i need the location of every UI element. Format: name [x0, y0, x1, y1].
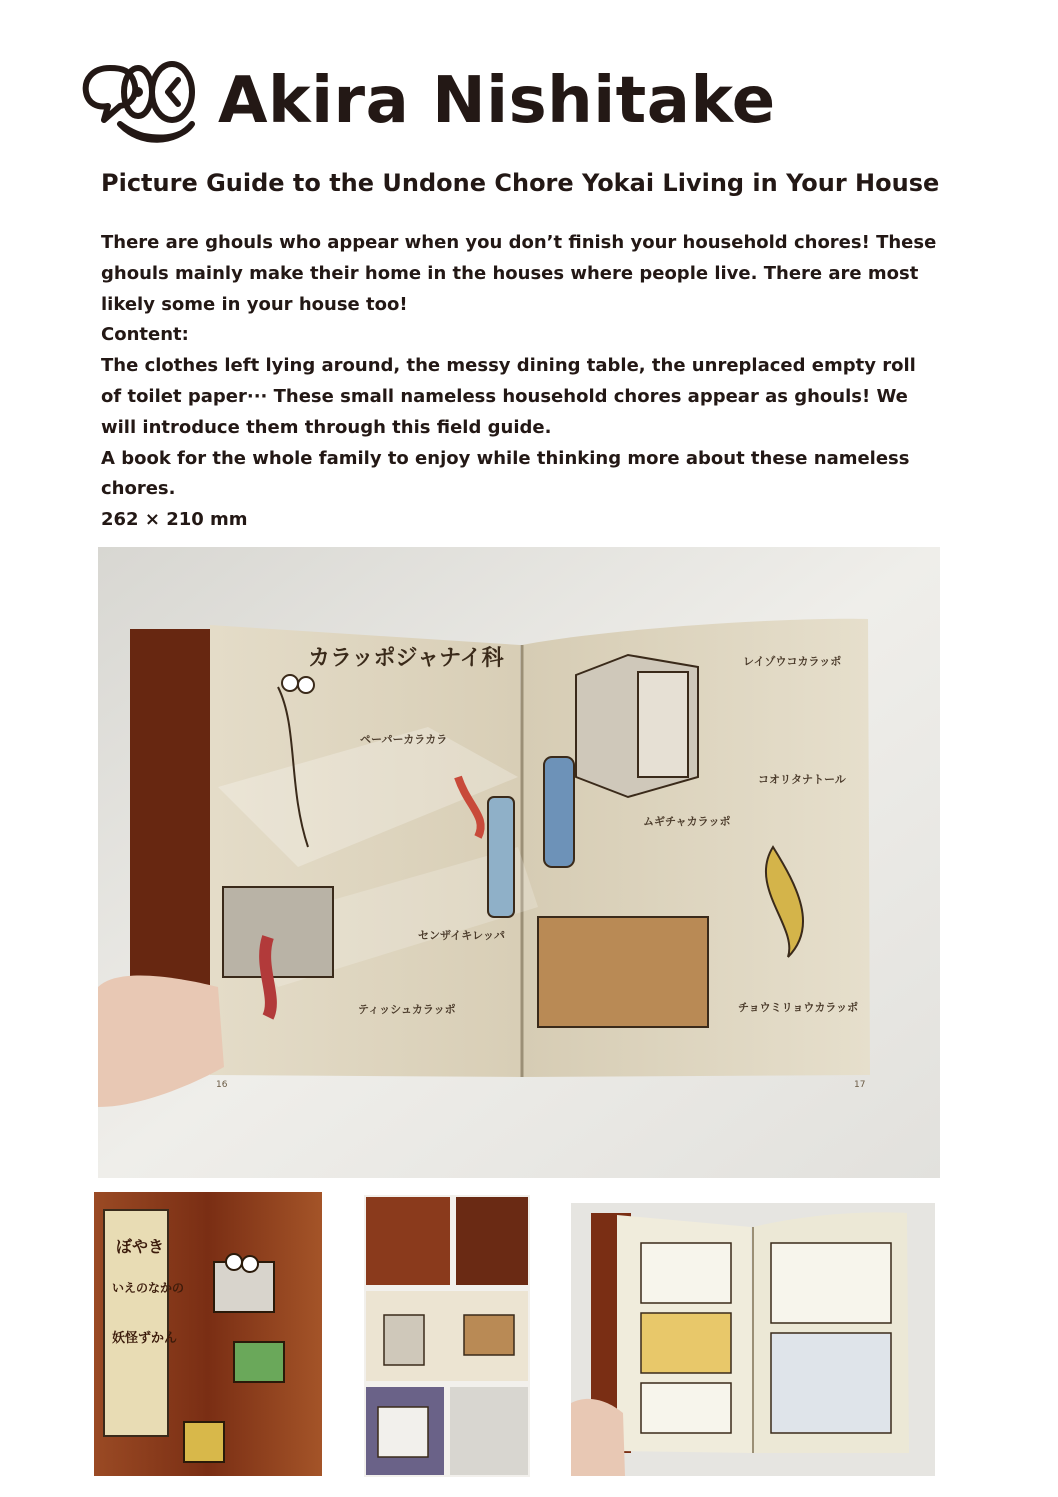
- book-cover-thumbnail: [94, 1192, 322, 1476]
- speech-bubble-eyes-logo-icon: [80, 54, 202, 146]
- entry-label: センザイキレッパ: [418, 929, 506, 942]
- description-audience: A book for the whole family to enjoy while thinking more about these nameless chores.: [101, 447, 910, 500]
- description-intro: There are ghouls who appear when you don’t finish your household chores! These ghouls mainly make their home in the houses where people live. There are most likely some in your house too!: [101, 232, 937, 315]
- description-content: The clothes left lying around, the messy dining table, the unreplaced empty roll of toilet paper··· These small nameless household chores appear as ghouls! We will introduce them through this field guide.: [101, 355, 916, 438]
- entry-label: ティッシュカラッポ: [358, 1003, 456, 1016]
- cover-title: いえのなかの: [112, 1281, 185, 1295]
- entry-label: ペーパーカラカラ: [360, 733, 448, 746]
- author-name: Akira Nishitake: [218, 64, 776, 138]
- entry-label: ムギチャカラッポ: [643, 815, 731, 828]
- book-dimensions: 262 × 210 mm: [101, 509, 248, 531]
- book-spread-photo: [98, 547, 940, 1178]
- entry-label: コオリタナトール: [758, 773, 846, 786]
- page-number-left: 16: [216, 1080, 228, 1090]
- cover-title: ぼやき: [116, 1237, 165, 1256]
- entry-label: チョウミリョウカラッポ: [738, 1001, 859, 1014]
- description-content-label: Content:: [101, 324, 189, 346]
- book-title: Picture Guide to the Undone Chore Yokai Living in Your House: [101, 169, 940, 197]
- cover-title: 妖怪ずかん: [112, 1331, 178, 1346]
- entry-label: レイゾウコカラッポ: [743, 655, 842, 668]
- open-book-thumbnail: [571, 1203, 935, 1476]
- header: [80, 52, 840, 152]
- page-number-right: 17: [854, 1080, 866, 1090]
- spread-heading: カラッポジャナイ科: [308, 646, 504, 671]
- book-pages-collage-thumbnail: [364, 1195, 530, 1477]
- book-description: [101, 228, 941, 536]
